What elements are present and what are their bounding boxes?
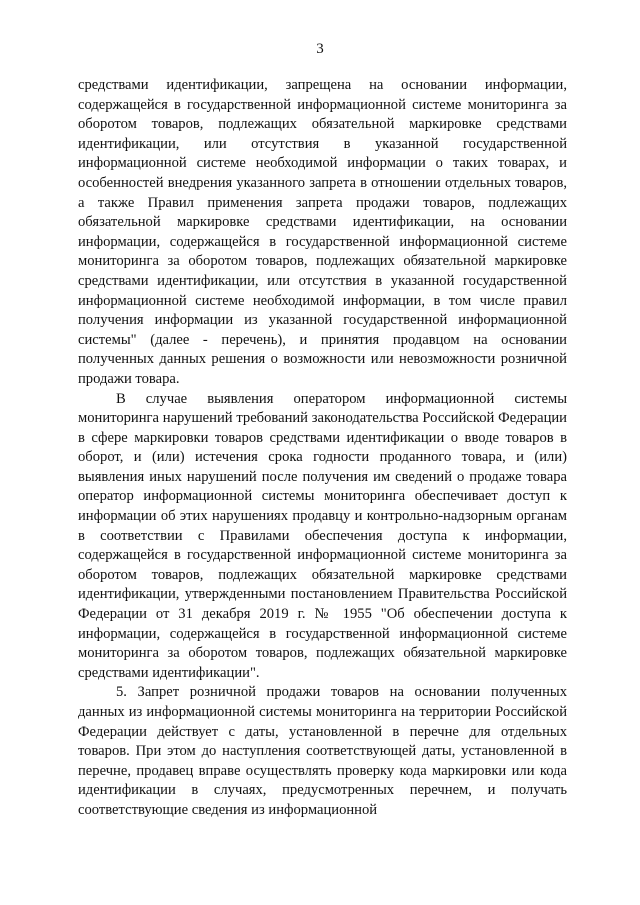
paragraph-continuation: средствами идентификации, запрещена на основании информации, содержащейся в государственной информационной системе мониторинга за оборотом товаров, подлежащих обязательной маркировке средствами идентификации, или отсутствия в указанной государственной информационной системе необходимой информации о таких товарах, и особенностей внедрения указанного запрета в отношении отдельных товаров, а также Правил применения запрета продажи товаров, подлежащих обязательной маркировке средствами идентификации, на основании информации, содержащейся в государственной информационной системе мониторинга за оборотом товаров, подлежащих обязательной маркировке средствами идентификации, или отсутствия в указанной государственной информационной системе необходимой информации, в том числе правил получения информации из указанной государственной информационной системы" (далее - перечень), и принятия продавцом на основании полученных данных решения о возможности или невозможности розничной продажи товара. (78, 77, 567, 387)
page-number: 3 (316, 41, 324, 57)
paragraph-item-5: 5. Запрет розничной продажи товаров на основании полученных данных из информационной системы мониторинга на территории Российской Федерации действует с даты, установленной в перечне для отдельных товаров. При этом до наступления соответствующей даты, установленной в перечне, продавец вправе осуществлять проверку кода маркировки или кода идентификации в случаях, предусмотренных перечнем, и получать соответствующие сведения из информационной (78, 684, 567, 818)
paragraph-violations: В случае выявления оператором информационной системы мониторинга нарушений требований законодательства Российской Федерации в сфере маркировки товаров средствами идентификации о вводе товаров в оборот, и (или) истечения срока годности проданного товара, и (или) выявления иных нарушений после получения им сведений о продаже товара оператор информационной системы мониторинга обеспечивает доступ к информации об этих нарушениях продавцу и контрольно-надзорным органам в соответствии с Правилами обеспечения доступа к информации, содержащейся в государственной информационной системе мониторинга за оборотом товаров, подлежащих обязательной маркировке средствами идентификации, утвержденными постановлением Правительства Российской Федерации от 31 декабря 2019 г. № 1955 "Об обеспечении доступа к информации, содержащейся в государственной информационной системе мониторинга за оборотом товаров, подлежащих обязательной маркировке средствами идентификации". (78, 390, 567, 681)
document-body (78, 76, 567, 821)
